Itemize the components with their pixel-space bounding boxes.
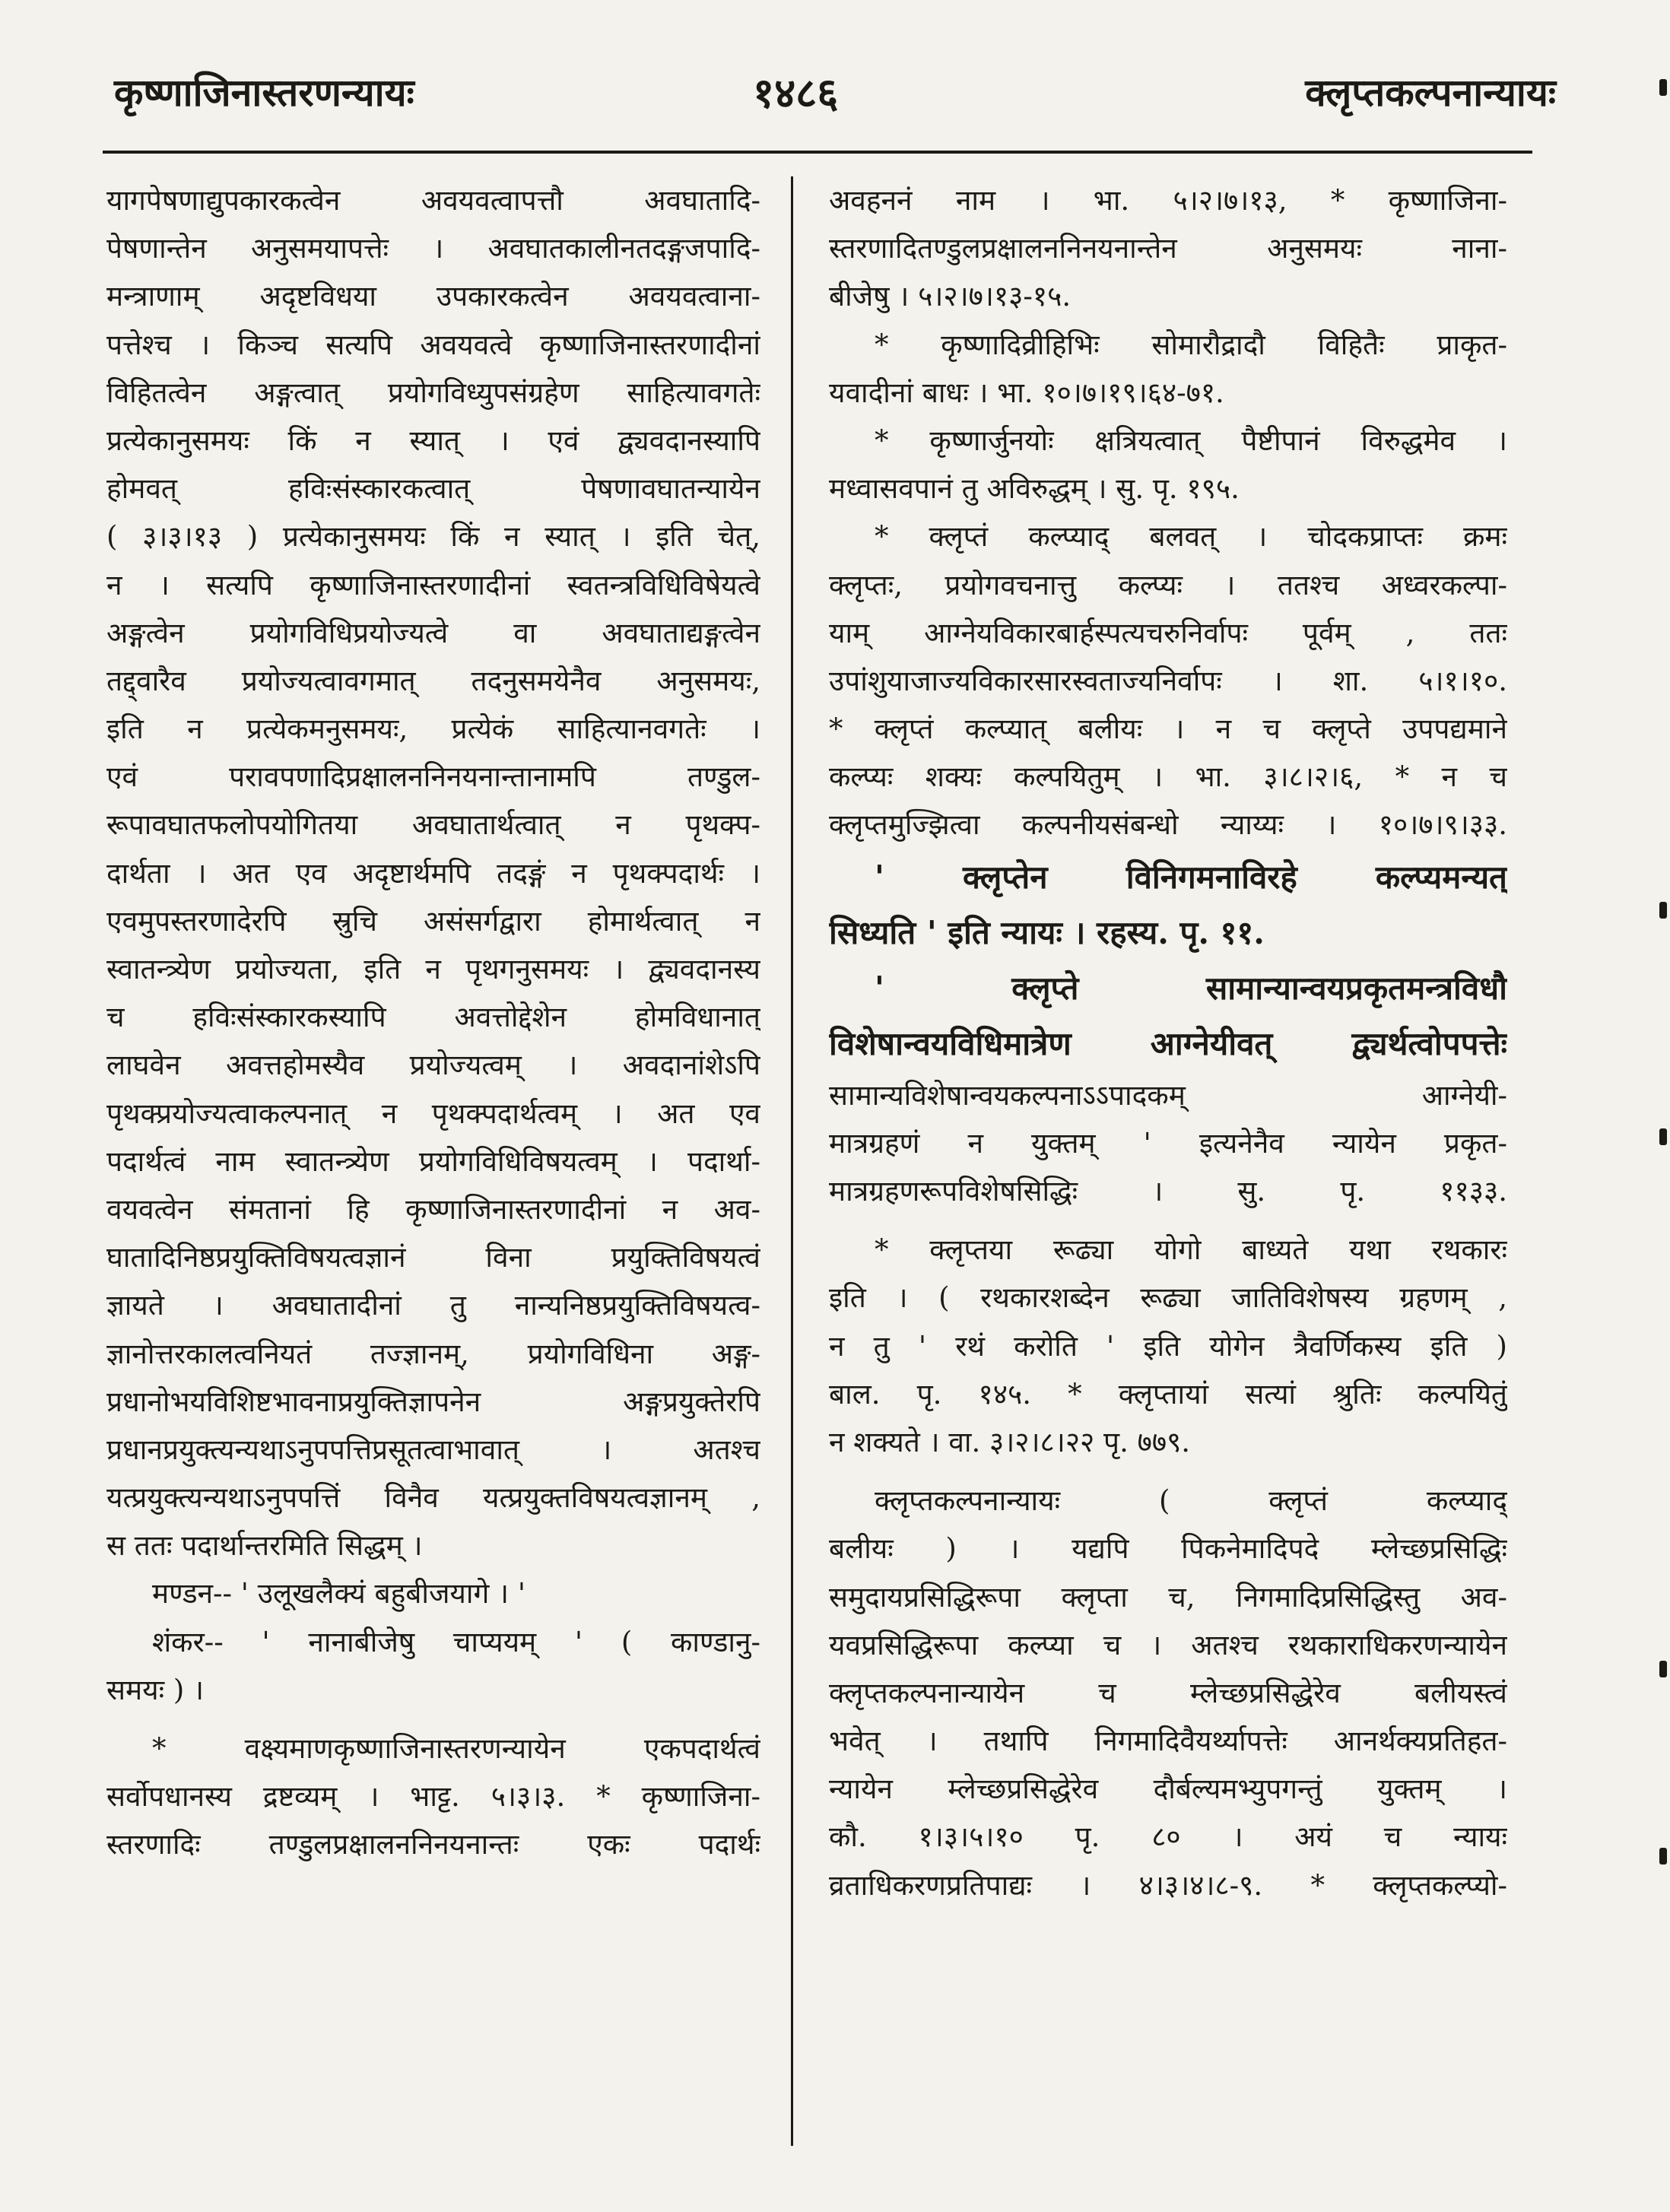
column-divider bbox=[791, 176, 793, 2146]
text-line: * वक्ष्यमाणकृष्णाजिनास्तरणन्यायेन एकपदार्थत्वं bbox=[152, 1732, 760, 1765]
text-line: च हविःसंस्कारकस्यापि अवत्तोद्देशेन होमविधानात् bbox=[106, 1001, 760, 1034]
text-line: * क्लृप्तया रूढ्या योगो बाध्यते यथा रथकारः bbox=[875, 1233, 1507, 1267]
text-line: बीजेषु । ५।२।७।१३-१५. bbox=[829, 280, 1072, 313]
text-line: प्रधानप्रयुक्त्यन्यथाऽनुपपत्तिप्रसूतत्वाभावात् । अतश्च bbox=[106, 1433, 760, 1466]
text-line: प्रत्येकानुसमयः किं न स्यात् । एवं द्व्यवदानस्यापि bbox=[106, 424, 760, 457]
nyaya-heading: सिध्यति ' इति न्यायः । रहस्य. पृ. ११. bbox=[829, 913, 1265, 951]
text-line: बाल. पृ. १४५. * क्लृप्तायां सत्यां श्रुतिः कल्पयितुं bbox=[829, 1377, 1507, 1411]
text-line: अवहननं नाम । भा. ५।२।७।१३, * कृष्णाजिना- bbox=[829, 184, 1507, 217]
text-line: स ततः पदार्थान्तरमिति सिद्धम् । bbox=[106, 1529, 423, 1563]
running-header-right: क्लृप्तकल्पनान्यायः bbox=[1305, 70, 1556, 115]
text-line: मध्वासवपानं तु अविरुद्धम् । सु. पृ. १९५. bbox=[829, 472, 1240, 506]
text-line: कौ. १।३।५।१० पृ. ८० । अयं च न्यायः bbox=[829, 1820, 1507, 1854]
verse-line: मण्डन-- ' उलूखलैक्यं बहुबीजयागे । ' bbox=[152, 1577, 525, 1611]
text-line: पृथक्प्रयोज्यत्वाकल्पनात् न पृथक्पदार्थत्वम् । अत एव bbox=[106, 1096, 760, 1130]
text-line: स्तरणादितण्डुलप्रक्षालननिनयनान्तेन अनुसमयः नाना- bbox=[829, 232, 1507, 265]
text-line: क्लृप्तमुज्झित्वा कल्पनीयसंबन्धो न्याय्यः । १०।७।९।३३. bbox=[829, 808, 1507, 842]
running-header-left: कृष्णाजिनास्तरणन्यायः bbox=[114, 70, 414, 115]
text-line: पेषणान्तेन अनुसमयापत्तेः । अवघातकालीनतदङ्गजपादि- bbox=[106, 232, 760, 265]
text-line: समुदायप्रसिद्धिरूपा क्लृप्ता च, निगमादिप्रसिद्धिस्तु अव- bbox=[829, 1580, 1507, 1614]
text-line: विहितत्वेन अङ्गत्वात् प्रयोगविध्युपसंग्रहेण साहित्यावगतेः bbox=[106, 376, 760, 409]
text-line: यवादीनां बाधः । भा. १०।७।१९।६४-७१. bbox=[829, 376, 1224, 409]
text-line: सर्वोपधानस्य द्रष्टव्यम् । भाट्ट. ५।३।३. * कृष्णाजिना- bbox=[106, 1780, 760, 1814]
verse-line: शंकर-- ' नानाबीजेषु चाप्ययम् ' ( काण्डानु- bbox=[152, 1625, 760, 1658]
text-line: यागपेषणाद्युपकारकत्वेन अवयवत्वापत्तौ अवघातादि- bbox=[106, 184, 760, 217]
text-line: * कृष्णार्जुनयोः क्षत्रियत्वात् पैष्टीपानं विरुद्धमेव । bbox=[875, 424, 1507, 457]
text-line: * कृष्णादिव्रीहिभिः सोमारौद्रादौ विहितैः प्राकृत- bbox=[875, 328, 1507, 361]
text-line: वयवत्वेन संमतानां हि कृष्णाजिनास्तरणादीनां न अव- bbox=[106, 1192, 760, 1226]
text-line: * क्लृप्तं कल्प्याद् बलवत् । चोदकप्राप्तः क्रमः bbox=[875, 520, 1507, 554]
right-column bbox=[829, 176, 1507, 2138]
text-line: घातादिनिष्ठप्रयुक्तिविषयत्वज्ञानं विना प्रयुक्तिविषयत्वं bbox=[106, 1241, 760, 1274]
text-line: रूपावघातफलोपयोगितया अवघातार्थत्वात् न पृथक्प- bbox=[106, 808, 760, 842]
text-line: स्वातन्त्र्येण प्रयोज्यता, इति न पृथगनुसमयः । द्व्यवदानस्य bbox=[106, 953, 760, 985]
text-line: मात्रग्रहणरूपविशेषसिद्धिः । सु. पृ. ११३३. bbox=[829, 1175, 1507, 1208]
text-line: न तु ' रथं करोति ' इति योगेन त्रैवर्णिकस्य इति ) bbox=[829, 1329, 1507, 1363]
text-line: क्लृप्तकल्पनान्यायेन च म्लेच्छप्रसिद्धेरेव बलीयस्त्वं bbox=[829, 1676, 1507, 1709]
text-line: होमवत् हविःसंस्कारकत्वात् पेषणावघातन्यायेन bbox=[106, 472, 760, 506]
text-line: यवप्रसिद्धिरूपा कल्प्या च । अतश्च रथकाराधिकरणन्यायेन bbox=[829, 1628, 1507, 1661]
text-line: व्रताधिकरणप्रतिपाद्यः । ४।३।४।८-९. * क्लृप्तकल्प्यो- bbox=[829, 1868, 1507, 1902]
text-line: न । सत्यपि कृष्णाजिनास्तरणादीनां स्वतन्त्रविधिविषेयत्वे bbox=[106, 568, 760, 601]
text-line: पदार्थत्वं नाम स्वातन्त्र्येण प्रयोगविधिविषयत्वम् । पदार्था- bbox=[106, 1144, 760, 1178]
text-line: उपांशुयाजाज्यविकारसारस्वताज्यनिर्वापः । शा. ५।१।१०. bbox=[829, 664, 1507, 697]
page-edge-mark bbox=[1659, 1128, 1667, 1145]
text-line: पत्तेश्च । किञ्च सत्यपि अवयवत्वे कृष्णाजिनास्तरणादीनां bbox=[106, 328, 760, 361]
text-line: इति । ( रथकारशब्देन रूढ्या जातिविशेषस्य ग्रहणम् , bbox=[829, 1281, 1507, 1315]
page-edge-mark bbox=[1659, 79, 1667, 96]
page-edge-mark bbox=[1659, 902, 1667, 919]
text-line: न शक्यते । वा. ३।२।८।२२ पृ. ७७९. bbox=[829, 1425, 1191, 1458]
text-line: दार्थता । अत एव अदृष्टार्थमपि तदङ्गं न पृथक्पदार्थः । bbox=[106, 856, 760, 890]
text-line: यत्प्रयुक्त्यन्यथाऽनुपपत्तिं विनैव यत्प्रयुक्तविषयत्वज्ञानम् , bbox=[106, 1481, 760, 1515]
nyaya-heading: ' क्लृप्तेन विनिगमनाविरहे कल्प्यमन्यत् bbox=[875, 858, 1507, 896]
text-line: भवेत् । तथापि निगमादिवैयर्थ्यापत्तेः आनर्थक्यप्रतिहत- bbox=[829, 1725, 1507, 1758]
page-edge-mark bbox=[1659, 1661, 1667, 1677]
text-line: मन्त्राणाम् अदृष्टविधया उपकारकत्वेन अवयवत्वाना- bbox=[106, 280, 760, 313]
page-edge-mark bbox=[1659, 1848, 1667, 1864]
text-line: न्यायेन म्लेच्छप्रसिद्धेरेव दौर्बल्यमभ्युपगन्तुं युक्तम् । bbox=[829, 1772, 1507, 1806]
header-rule bbox=[103, 151, 1532, 154]
text-line: याम् आग्नेयविकारबार्हस्पत्यचरुनिर्वापः पूर्वम् , ततः bbox=[829, 616, 1507, 649]
text-line: * क्लृप्तं कल्प्यात् बलीयः । न च क्लृप्ते उपपद्यमाने bbox=[829, 712, 1507, 746]
text-line: लाघवेन अवत्तहोमस्यैव प्रयोज्यत्वम् । अवदानांशेऽपि bbox=[106, 1049, 760, 1082]
text-line: मात्रग्रहणं न युक्तम् ' इत्यनेनैव न्यायेन प्रकृत- bbox=[829, 1126, 1507, 1160]
page-number: १४८६ bbox=[753, 68, 839, 117]
verse-line: समयः ) । bbox=[106, 1673, 205, 1706]
nyaya-heading: ' क्लृप्ते सामान्यान्वयप्रकृतमन्त्रविधौ bbox=[875, 969, 1507, 1007]
text-line: बलीयः ) । यद्यपि पिकनेमादिपदे म्लेच्छप्रसिद्धिः bbox=[829, 1532, 1507, 1566]
text-line: स्तरणादिः तण्डुलप्रक्षालननिनयनान्तः एकः पदार्थः bbox=[106, 1828, 760, 1861]
text-line: प्रधानोभयविशिष्टभावनाप्रयुक्तिज्ञापनेन अङ्गप्रयुक्तेरपि bbox=[106, 1385, 760, 1418]
text-line: एवं परावपणादिप्रक्षालननिनयनान्तानामपि तण्डुल- bbox=[106, 760, 760, 794]
text-line: सामान्यविशेषान्वयकल्पनाऽऽपादकम् आग्नेयी- bbox=[829, 1078, 1507, 1112]
nyaya-heading: विशेषान्वयविधिमात्रेण आग्नेयीवत् द्व्यर्थत्वोपपत्तेः bbox=[829, 1024, 1507, 1062]
text-line: कल्प्यः शक्यः कल्पयितुम् । भा. ३।८।२।६, * न च bbox=[829, 760, 1507, 794]
text-line: अङ्गत्वेन प्रयोगविधिप्रयोज्यत्वे वा अवघाताद्यङ्गत्वेन bbox=[106, 616, 760, 649]
text-line: क्लृप्तः, प्रयोगवचनात्तु कल्प्यः । ततश्च अध्वरकल्पा- bbox=[829, 568, 1507, 601]
text-line: ज्ञायते । अवघातादीनां तु नान्यनिष्ठप्रयुक्तिविषयत्व- bbox=[106, 1289, 760, 1322]
text-line: ( ३।३।१३ ) प्रत्येकानुसमयः किं न स्यात् । इति चेत्, bbox=[106, 520, 760, 554]
left-column bbox=[106, 176, 760, 2138]
nyaya-heading: क्लृप्तकल्पनान्यायः ( क्लृप्तं कल्प्याद् bbox=[875, 1484, 1507, 1518]
text-line: इति न प्रत्येकमनुसमयः, प्रत्येकं साहित्यानवगतेः । bbox=[106, 712, 760, 746]
text-line: एवमुपस्तरणादेरपि स्रुचि असंसर्गद्वारा होमार्थत्वात् न bbox=[106, 904, 760, 938]
text-line: ज्ञानोत्तरकालत्वनियतं तज्ज्ञानम्, प्रयोगविधिना अङ्ग- bbox=[106, 1337, 760, 1370]
text-line: तद्द्वारैव प्रयोज्यत्वावगमात् तदनुसमयेनैव अनुसमयः, bbox=[106, 664, 760, 697]
